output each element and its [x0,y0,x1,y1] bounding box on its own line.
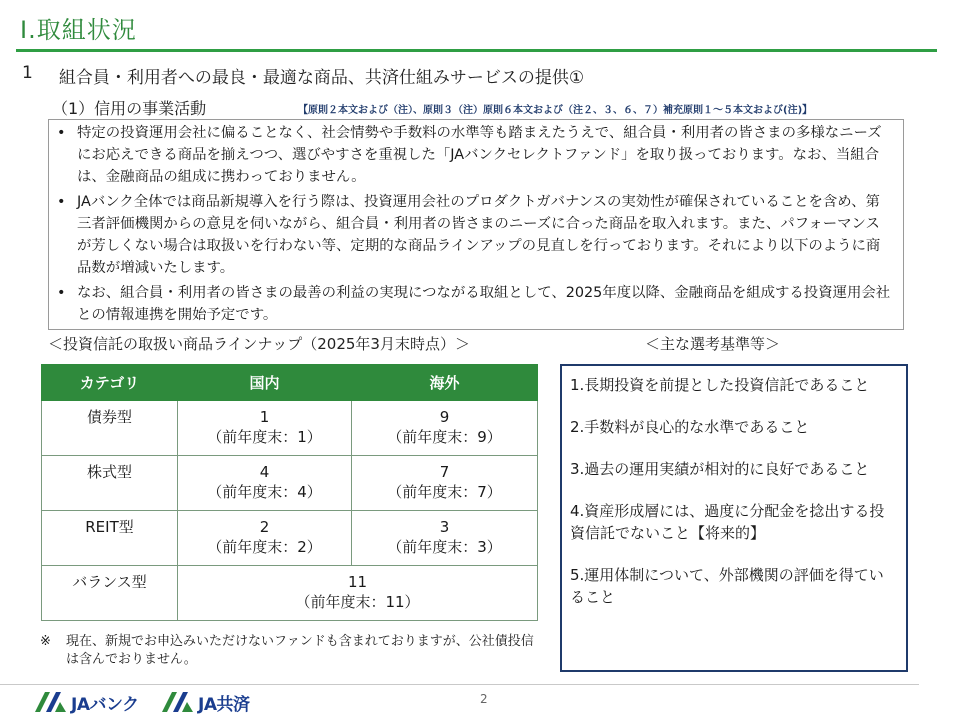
bullet-item [57,282,893,326]
footnote-mark: ※ [40,634,51,649]
ja-bank-logo-text: JAバンク [71,694,139,715]
bullet-item [57,122,893,188]
bullet-dot: • [57,285,66,301]
header-domestic: 国内 [178,365,352,401]
domestic-cell [178,401,352,456]
table-header-row [42,365,538,401]
page-title: Ⅰ.取組状況 [20,16,137,44]
overseas-prev-count: （前年度末：9） [387,428,502,446]
ja-kyosai-logo-text: JA共済 [198,694,250,715]
overseas-prev-count: （前年度末：3） [387,538,502,556]
policy-bullet-box [48,119,904,330]
header-category: カテゴリ [42,365,178,401]
domestic-cell [178,511,352,566]
section-heading [22,63,584,88]
ja-bank-logo [33,690,139,714]
ja-kyosai-logo [160,690,249,714]
section-number: 1 [22,63,33,83]
table-footnote [40,633,540,669]
domestic-prev-count: （前年度末：1） [207,428,322,446]
category-cell: 株式型 [42,456,178,511]
table-row [42,401,538,456]
domestic-count: 2 [259,518,270,536]
subsection-title: （1）信用の事業活動 [52,99,207,118]
overseas-prev-count: （前年度末：7） [387,483,502,501]
bullet-dot: • [57,125,66,141]
overseas-cell [352,511,538,566]
criteria-item: 4.資産形成層には、過度に分配金を捻出する投資信託でないこと【将来的】 [570,502,885,542]
category-cell: REIT型 [42,511,178,566]
bullet-text: JAバンク全体では商品新規導入を行う際は、投資運用会社のプロダクトガバナンスの実効性が確保されていることを含め、第三者評価機関からの意見を伺いながら、組合員・利用者の皆さまのニーズに合った商品を取入れます。また、パフォーマンスが芳しくない場合は取扱いを行わない等、定期的な商品ラインアップの見直しを行っております。それにより以下のように商品数が増減いたします。 [77,194,881,276]
selection-criteria-box [560,364,908,672]
domestic-prev-count: （前年度末：2） [207,538,322,556]
header-overseas: 海外 [352,365,538,401]
bullet-item [57,191,893,279]
table-row-balance [42,566,538,621]
bullet-text: なお、組合員・利用者の皆さまの最善の利益の実現につながる取組として、2025年度以降、金融商品を組成する投資運用会社との情報連携を開始予定です。 [77,285,891,323]
overseas-cell [352,456,538,511]
bullet-text: 特定の投資運用会社に偏ることなく、社会情勢や手数料の水準等も踏まえたうえで、組合員・利用者の皆さまの多様なニーズにお応えできる商品を揃えつつ、選びやすさを重視した「JAバンクセレクトファンド」を取り扱っております。なお、当組合は、金融商品の組成に携わっておりません。 [77,125,882,185]
footnote-text: 現在、新規でお申込みいただけないファンドも含まれておりますが、公社債投信は含んでおりません。 [66,634,534,667]
bullet-dot: • [57,194,66,210]
rule-reference: 【原則２本文および（注）、原則３（注）原則６本文および（注２、３、６、７）補充原則１～５本文および(注)】 [298,105,813,116]
overseas-count: 9 [439,408,450,426]
overseas-count: 3 [439,518,450,536]
title-divider [16,49,937,52]
overseas-count: 7 [439,463,450,481]
criteria-item: 1.長期投資を前提とした投資信託であること [570,376,870,394]
domestic-count: 1 [259,408,270,426]
balance-count: 11 [347,573,368,591]
criteria-caption: ＜主な選考基準等＞ [645,335,781,353]
overseas-cell [352,401,538,456]
balance-total-cell [178,566,538,621]
footer-divider [0,684,919,685]
domestic-count: 4 [259,463,270,481]
ja-mark-icon [160,691,194,713]
criteria-item: 3.過去の運用実績が相対的に良好であること [570,460,870,478]
lineup-caption: ＜投資信託の取扱い商品ラインナップ（2025年3月末時点）＞ [48,335,470,353]
category-cell: 債券型 [42,401,178,456]
category-cell: バランス型 [42,566,178,621]
criteria-item: 5.運用体制について、外部機関の評価を得ていること [570,566,884,606]
page-number: 2 [480,692,488,706]
domestic-cell [178,456,352,511]
table-row [42,456,538,511]
product-lineup-table [41,364,538,621]
criteria-item: 2.手数料が良心的な水準であること [570,418,810,436]
balance-prev-count: （前年度末：11） [295,593,420,611]
ja-mark-icon [33,691,67,713]
section-title: 組合員・利用者への最良・最適な商品、共済仕組みサービスの提供① [58,68,585,88]
table-row [42,511,538,566]
domestic-prev-count: （前年度末：4） [207,483,322,501]
